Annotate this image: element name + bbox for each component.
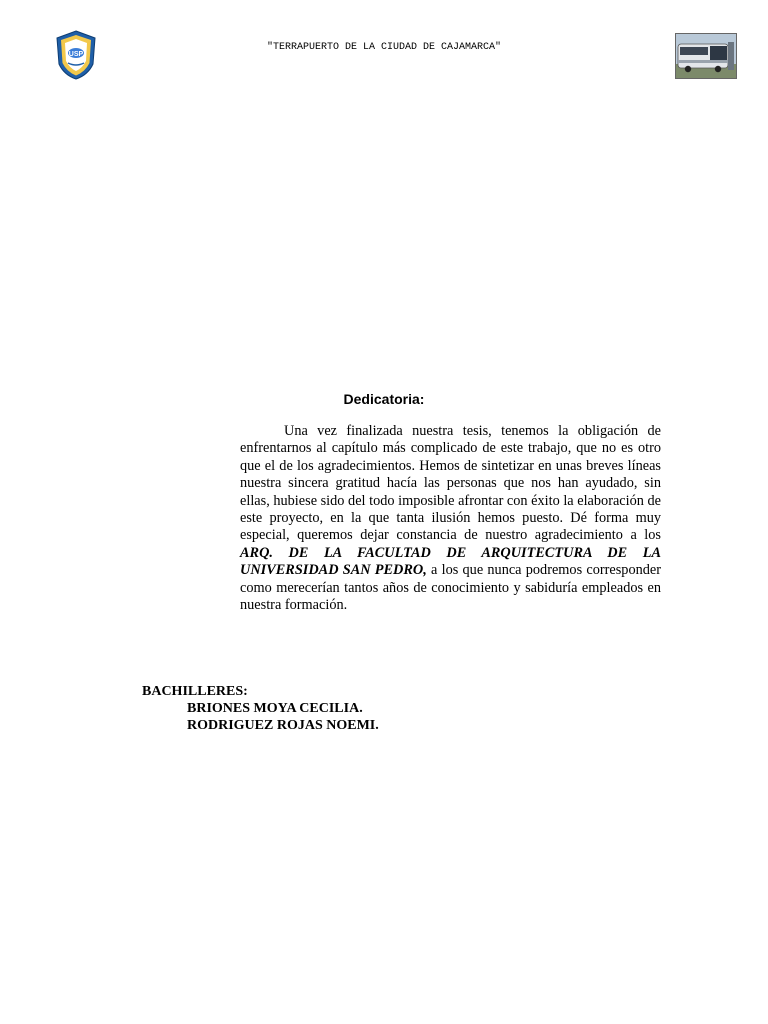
- authors-label: BACHILLERES:: [142, 684, 248, 699]
- author-name: BRIONES MOYA CECILIA.: [187, 701, 363, 716]
- dedication-paragraph: [240, 423, 661, 614]
- document-header-title: "TERRAPUERTO DE LA CIUDAD DE CAJAMARCA": [266, 42, 502, 53]
- authors-block: [142, 683, 379, 734]
- author-name: RODRIGUEZ ROJAS NOEMI.: [187, 718, 379, 733]
- paragraph-text-end: a los que nunca podremos corresponder como merecerían tantos años de conocimiento y sabiduría empleados en nuestra formación.: [240, 562, 661, 614]
- logo-text: USP: [68, 51, 84, 58]
- paragraph-text: Una vez finalizada nuestra tesis, tenemos la obligación de enfrentarnos al capítulo más complicado de este trabajo, que no es otro que el de los agradecimientos. Hemos de sintetizar en unas breves líneas nuestra sincera gratitud hacía las personas que nos han ayudado, sin ellas, hubiese sido del todo imposible afrontar con éxito la elaboración de este proyecto, en la que tanta ilusión hemos puesto. Dé forma muy especial, queremos dejar constancia de nuestro agradecimiento a los: [240, 423, 661, 544]
- bus-icon: [675, 33, 737, 79]
- paragraph-emphasis: ARQ. DE LA FACULTAD DE ARQUITECTURA DE LA UNIVERSIDAD SAN PEDRO,: [240, 544, 661, 579]
- section-heading: Dedicatoria:: [343, 391, 425, 407]
- university-logo: [55, 30, 97, 80]
